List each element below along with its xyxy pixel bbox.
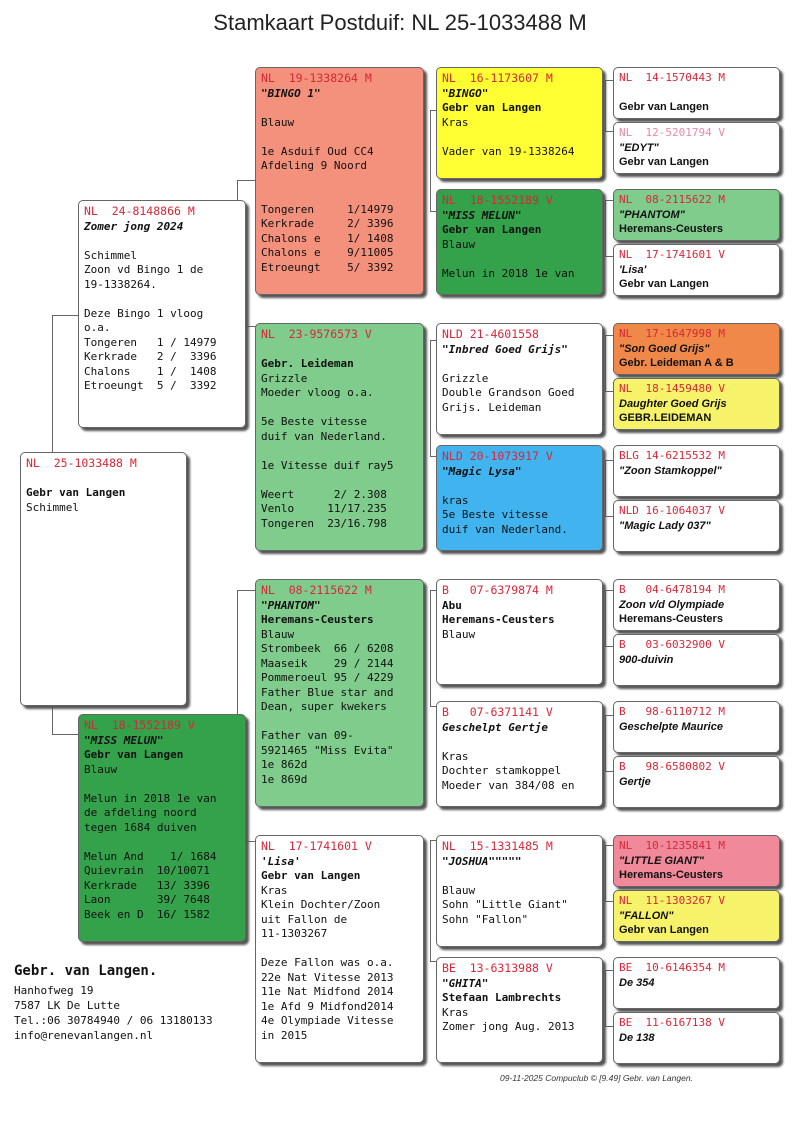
ring-number: NL 19-1338264 M	[261, 71, 372, 85]
pigeon-name: "JOSHUA"""""	[442, 854, 522, 868]
info-line: Kerkrade 2 / 3396	[84, 350, 217, 363]
info-line: 11e Nat Midfond 2014	[261, 985, 394, 998]
ring-number: NL 11-1303267 V	[619, 894, 725, 907]
pigeon-card-ssd[interactable]	[436, 189, 603, 295]
info-line: Grijs. Leideman	[442, 400, 542, 414]
ring-number: B 07-6379874 M	[442, 583, 553, 597]
info-line: Moeder vloog o.a.	[261, 386, 374, 399]
breeder: Gebr van Langen	[84, 748, 184, 761]
breeder: Gebr van Langen	[442, 223, 542, 236]
pigeon-card-ddd[interactable]	[436, 957, 603, 1063]
pigeon-card-g16[interactable]	[613, 1012, 780, 1064]
pigeon-name: "BINGO 1"	[261, 86, 321, 100]
info-line: Dean, super kwekers	[261, 700, 387, 713]
info-line: 1e Vitesse duif ray5	[261, 458, 394, 472]
breeder: Gebr van Langen	[442, 101, 542, 114]
ring-number: NL 17-1647998 M	[619, 327, 725, 340]
info-line: Chalons 1 / 1408	[84, 364, 217, 378]
breeder: Gebr van Langen	[619, 101, 709, 113]
pigeon-card-g10[interactable]	[613, 634, 780, 686]
ring-number: BLG 14-6215532 M	[619, 449, 725, 462]
color-text: Schimmel	[26, 500, 79, 514]
info-line: Melun And 1/ 1684	[84, 849, 217, 863]
pigeon-name: "Son Goed Grijs"	[619, 342, 710, 355]
ring-number: B 03-6032900 V	[619, 638, 725, 651]
info-line: Strombeek 66 / 6208	[261, 642, 394, 655]
breeder: Gebr. Leideman A & B	[619, 357, 734, 369]
pigeon-name: "EDYT"	[619, 141, 659, 154]
breeder: Gebr. Leideman	[261, 357, 354, 370]
info-line: Beek en D 16/ 1582	[84, 907, 210, 921]
pigeon-name: Geschelpte Maurice	[619, 720, 723, 733]
owner-address: Hanhofweg 19	[14, 984, 94, 997]
info-line: 5921465 "Miss Evita"	[261, 743, 394, 757]
connector	[52, 315, 81, 456]
info-line: Sohn "Little Giant"	[442, 898, 568, 911]
pigeon-card-g5[interactable]	[613, 323, 780, 375]
info-line: Kras	[442, 749, 469, 763]
info-line: Blauw	[84, 762, 118, 776]
info-line: Blauw	[442, 237, 476, 251]
ring-number: NL 16-1173607 M	[442, 71, 553, 85]
info-line: uit Fallon de	[261, 912, 348, 926]
pigeon-card-g1[interactable]	[613, 67, 780, 119]
pigeon-card-g12[interactable]	[613, 756, 780, 808]
info-line: tegen 1684 duiven	[84, 820, 197, 834]
pigeon-card-dsd[interactable]	[436, 701, 603, 807]
info-line: 1e Afd 9 Midfond2014	[261, 999, 394, 1013]
ring-number: NL 10-1235841 M	[619, 839, 725, 852]
owner-postcode: 7587 LK De Lutte	[14, 999, 120, 1012]
ring-number: BE 10-6146354 M	[619, 961, 725, 974]
pigeon-card-g7[interactable]	[613, 445, 780, 497]
pigeon-card-g14[interactable]	[613, 890, 780, 942]
info-line: Etroeungt 5/ 3392	[261, 260, 394, 274]
pigeon-card-g6[interactable]	[613, 378, 780, 430]
pigeon-card-g15[interactable]	[613, 957, 780, 1009]
pigeon-card-dd[interactable]	[255, 835, 424, 1063]
info-line: Etroeungt 5 / 3392	[84, 379, 217, 392]
pigeon-name: 'Lisa'	[261, 854, 301, 868]
pigeon-name: "Magic Lysa"	[442, 464, 522, 478]
owner-email[interactable]: info@renevanlangen.nl	[14, 1029, 154, 1042]
breeder: Heremans-Ceusters	[619, 869, 723, 881]
info-line: Dochter stamkoppel	[442, 764, 562, 777]
info-line: Grizzle	[442, 371, 489, 385]
info-line: Zoon vd Bingo 1 de	[84, 263, 204, 276]
info-line: 5e Beste vitesse	[261, 415, 367, 428]
info-line: 1e 869d	[261, 772, 308, 786]
pigeon-name: De 138	[619, 1031, 655, 1044]
ring-number: NL 08-2115622 M	[261, 583, 372, 597]
breeder: Gebr van Langen	[261, 869, 361, 882]
ring-number: NL 14-1570443 M	[619, 71, 725, 84]
pigeon-name: 'Lisa'	[619, 263, 647, 276]
info-line: Melun in 2018 1e van	[442, 266, 575, 280]
pigeon-card-sss[interactable]	[436, 67, 603, 179]
pigeon-card-g4[interactable]	[613, 244, 780, 296]
pigeon-card-g8[interactable]	[613, 500, 780, 552]
pigeon-card-dam[interactable]	[78, 714, 246, 942]
info-line: duif van Nederland.	[261, 429, 387, 443]
pigeon-card-subject[interactable]	[20, 452, 187, 706]
info-line: 11-1303267	[261, 927, 328, 940]
ring-number: BE 11-6167138 V	[619, 1016, 725, 1029]
info-line: Kras	[442, 115, 469, 129]
info-line: Maaseik 29 / 2144	[261, 656, 394, 670]
pigeon-card-sds[interactable]	[436, 323, 603, 435]
pigeon-name: "GHITA"	[442, 976, 489, 990]
info-line: Kras	[442, 1005, 469, 1019]
info-line: Father Blue star and	[261, 685, 394, 699]
breeder: Gebr van Langen	[619, 156, 709, 168]
pigeon-name: "PHANTOM"	[619, 208, 685, 221]
breeder: Gebr van Langen	[619, 924, 709, 936]
ring-number: NL 18-1552189 V	[442, 193, 553, 207]
ring-number: NL 18-1552189 V	[84, 718, 195, 732]
ring-number: B 07-6371141 V	[442, 705, 553, 719]
info-line: Sohn "Fallon"	[442, 912, 529, 926]
info-line: Vader van 19-1338264	[442, 144, 575, 158]
pigeon-card-sdd[interactable]	[436, 445, 603, 551]
ring-number: NLD 16-1064037 V	[619, 504, 725, 517]
info-line: Tongeren 23/16.798	[261, 516, 387, 530]
info-line: de afdeling noord	[84, 806, 197, 819]
info-line: Melun in 2018 1e van	[84, 791, 217, 805]
connector	[52, 704, 81, 735]
breeder: Gebr van Langen	[619, 278, 709, 290]
pigeon-name: Daughter Goed Grijs	[619, 397, 727, 410]
info-line: 4e Olympiade Vitesse	[261, 1014, 394, 1027]
owner-phone: Tel.:06 30784940 / 06 13180133	[14, 1014, 213, 1027]
info-line: Grizzle	[261, 371, 308, 385]
ring-number: NL 15-1331485 M	[442, 839, 553, 853]
pigeon-card-g11[interactable]	[613, 701, 780, 753]
info-line: Weert 2/ 2.308	[261, 487, 387, 501]
ring-number: BE 13-6313988 V	[442, 961, 553, 975]
ring-number: NL 17-1741601 V	[619, 248, 725, 261]
info-line: o.a.	[84, 321, 111, 334]
info-line: Klein Dochter/Zoon	[261, 898, 381, 911]
info-line: Laon 39/ 7648	[84, 893, 210, 906]
info-line: Father van 09-	[261, 729, 354, 742]
pigeon-card-g9[interactable]	[613, 579, 780, 631]
pigeon-name: "MISS MELUN"	[442, 208, 522, 222]
info-line: Schimmel	[84, 248, 137, 262]
ring-number: NL 24-8148866 M	[84, 204, 195, 218]
info-line: 5e Beste vitesse	[442, 508, 548, 521]
pigeon-card-sire[interactable]	[78, 200, 246, 428]
ring-number: NLD 20-1073917 V	[442, 449, 553, 463]
ring-number: NL 18-1459480 V	[619, 382, 725, 395]
pigeon-name: De 354	[619, 976, 655, 989]
info-line: 22e Nat Vitesse 2013	[261, 970, 394, 984]
info-line: Kerkrade 13/ 3396	[84, 878, 210, 892]
ring-number: NL 17-1741601 V	[261, 839, 372, 853]
breeder: Gebr van Langen	[26, 486, 126, 499]
footer-text: 09-11-2025 Compuclub © [9.49] Gebr. van Langen.	[500, 1073, 693, 1083]
info-line: Deze Bingo 1 vloog	[84, 306, 204, 320]
breeder: Heremans-Ceusters	[442, 613, 555, 626]
breeder: GEBR.LEIDEMAN	[619, 412, 712, 424]
ring-number: B 98-6110712 M	[619, 705, 725, 718]
pigeon-card-dss[interactable]	[436, 579, 603, 685]
pigeon-card-sd[interactable]	[255, 323, 424, 551]
info-line: Blauw	[261, 115, 295, 129]
breeder: Stefaan Lambrechts	[442, 991, 562, 1004]
pigeon-name: "PHANTOM"	[261, 598, 321, 612]
pigeon-card-ds[interactable]	[255, 579, 424, 807]
pigeon-name: Zoon v/d Olympiade	[619, 598, 725, 611]
owner-info	[14, 964, 213, 1043]
pigeon-name: "MISS MELUN"	[84, 733, 164, 747]
pigeon-card-g3[interactable]	[613, 189, 780, 241]
info-line: Afdeling 9 Noord	[261, 159, 367, 172]
info-line: Tongeren 1 / 14979	[84, 335, 217, 349]
pigeon-name: "LITTLE GIANT"	[619, 854, 704, 867]
pigeon-name: "FALLON"	[619, 909, 674, 922]
info-line: Quievrain 10/10071	[84, 864, 210, 877]
pigeon-name: Gertje	[619, 775, 651, 788]
pigeon-name: "Inbred Goed Grijs"	[442, 342, 568, 356]
ring-number: NL 08-2115622 M	[619, 193, 725, 206]
page-title: Stamkaart Postduif: NL 25-1033488 M	[213, 10, 587, 35]
info-line: Deze Fallon was o.a.	[261, 956, 394, 969]
info-line: in 2015	[261, 1028, 308, 1042]
info-line: Pommeroeul 95 / 4229	[261, 671, 394, 684]
breeder: Heremans-Ceusters	[619, 613, 723, 625]
breeder: Heremans-Ceusters	[261, 613, 374, 626]
ring-number: B 98-6580802 V	[619, 760, 725, 773]
ring-number: NL 12-5201794 V	[619, 126, 725, 139]
info-line: Chalons e 1/ 1408	[261, 231, 394, 245]
info-line: kras	[442, 493, 469, 507]
pigeon-card-dds[interactable]	[436, 835, 603, 947]
info-line: 19-1338264.	[84, 277, 157, 291]
pigeon-name: "Magic Lady 037"	[619, 519, 711, 532]
info-line: Tongeren 1/14979	[261, 202, 394, 216]
info-line: Double Grandson Goed	[442, 386, 575, 399]
breeder: Heremans-Ceusters	[619, 223, 723, 235]
info-line: duif van Nederland.	[442, 522, 568, 536]
info-line: Chalons e 9/11005	[261, 246, 394, 259]
pigeon-card-g2[interactable]	[613, 122, 780, 174]
pigeon-name: Geschelpt Gertje	[442, 720, 548, 734]
info-line: Zomer jong Aug. 2013	[442, 1020, 575, 1033]
pigeon-card-ss[interactable]	[255, 67, 424, 295]
ring-number: NLD 21-4601558	[442, 327, 539, 341]
info-line: Venlo 11/17.235	[261, 502, 387, 515]
pigeon-name: Zomer jong 2024	[84, 219, 184, 233]
pigeon-card-g13[interactable]	[613, 835, 780, 887]
info-line: Moeder van 384/08 en	[442, 778, 575, 792]
ring-number: NL 25-1033488 M	[26, 456, 137, 470]
info-line: Blauw	[261, 627, 295, 641]
ring-number: NL 23-9576573 V	[261, 327, 372, 341]
pigeon-name: "Zoon Stamkoppel"	[619, 464, 722, 477]
pigeon-name: Abu	[442, 598, 462, 612]
pigeon-name: 900-duivin	[619, 653, 674, 666]
info-line: Blauw	[442, 627, 476, 641]
owner-name: Gebr. van Langen.	[14, 963, 158, 979]
info-line: Kras	[261, 883, 288, 897]
ring-number: B 04-6478194 M	[619, 583, 725, 596]
info-line: Blauw	[442, 883, 476, 897]
info-line: Kerkrade 2/ 3396	[261, 217, 394, 230]
info-line: 1e Asduif Oud CC4	[261, 144, 374, 158]
pigeon-name: "BINGO"	[442, 86, 489, 100]
info-line: 1e 862d	[261, 758, 308, 771]
